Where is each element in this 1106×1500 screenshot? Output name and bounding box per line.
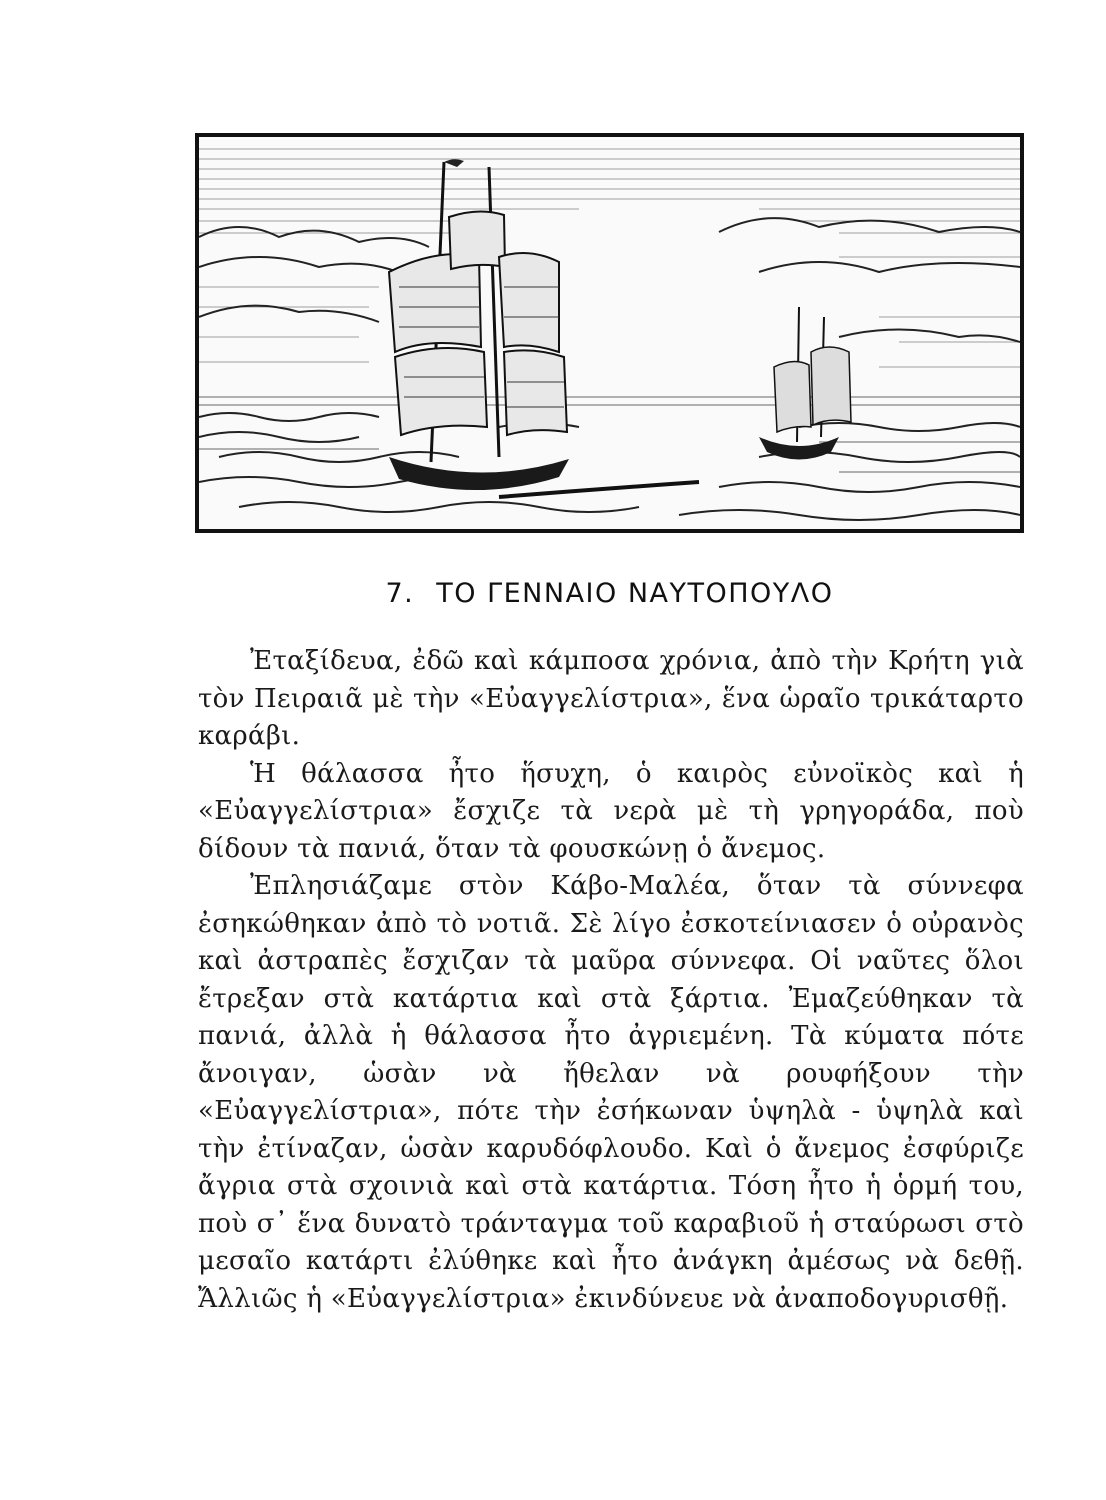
- chapter-title: ΤΟ ΓΕΝΝΑΙΟ ΝΑΥΤΟΠΟΥΛΟ: [436, 578, 834, 609]
- paragraph: Ἐπλησιάζαμε στὸν Κάβο-Μαλέα, ὅταν τὰ σύννεφα ἐσηκώθηκαν ἀπὸ τὸ νοτιᾶ. Σὲ λίγο ἐσκοτείνιασεν ὁ οὐρανὸς καὶ ἀστραπὲς ἔσχιζαν τὰ μαῦρα σύννεφα. Οἱ ναῦτες ὅλοι ἔτρεξαν στὰ κατάρτια καὶ στὰ ξάρτια. Ἐμαζεύθηκαν τὰ πανιά, ἀλλὰ ἡ θάλασσα ἦτο ἀγριεμένη. Τὰ κύματα πότε ἄνοιγαν, ὡσὰν νὰ ἤθελαν νὰ ρουφήξουν τὴν «Εὐαγγελίστρια», πότε τὴν ἐσήκωναν ὑψηλὰ - ὑψηλὰ καὶ τὴν ἐτίναζαν, ὡσὰν καρυδόφλουδο. Καὶ ὁ ἄνεμος ἐσφύριζε ἄγρια στὰ σχοινιὰ καὶ στὰ κατάρτια. Τόση ἦτο ἡ ὁρμή του, ποὺ σ᾿ ἕνα δυνατὸ τράνταγμα τοῦ καραβιοῦ ἡ σταύρωσι στὸ μεσαῖο κατάρτι ἐλύθηκε καὶ ἦτο ἀνάγκη ἀμέσως νὰ δεθῇ. Ἄλλιῶς ἡ «Εὐαγγελίστρια» ἐκινδύνευε νὰ ἀναποδογυρισθῇ.: [198, 871, 1024, 1314]
- paragraph: Ἡ θάλασσα ἦτο ἥσυχη, ὁ καιρὸς εὐνοϊκὸς καὶ ἡ «Εὐαγγελίστρια» ἔσχιζε τὰ νερὰ μὲ τὴ γρηγοράδα, ποὺ δίδουν τὰ πανιά, ὅταν τὰ φουσκώνῃ ὁ ἄνεμος.: [198, 758, 1024, 864]
- paragraph: Ἐταξίδευα, ἐδῶ καὶ κάμποσα χρόνια, ἀπὸ τὴν Κρήτη γιὰ τὸν Πειραιᾶ μὲ τὴν «Εὐαγγελίστρια», ἕνα ὡραῖο τρικάταρτο καράβι.: [198, 646, 1024, 751]
- chapter-number: 7.: [385, 578, 415, 609]
- ships-illustration: [195, 133, 1024, 533]
- story-text: [198, 643, 1024, 1318]
- sailing-ships-icon: [199, 137, 1020, 529]
- chapter-heading: [195, 578, 1024, 609]
